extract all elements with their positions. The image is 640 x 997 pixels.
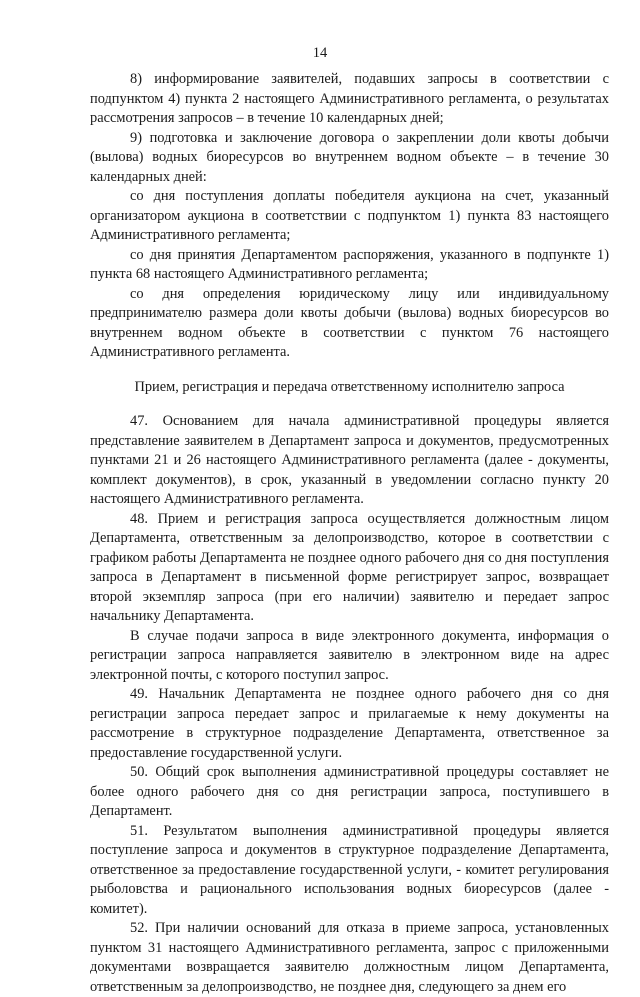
paragraph: со дня определения юридическому лицу или индивидуальному предпринимателю размера доли квоты добычи (вылова) водных биоресурсов во внутреннем водном объекте в соответствии с пунктом 76 настоящего Административного регламента.	[90, 285, 609, 360]
paragraph: 51. Результатом выполнения административной процедуры является поступление запроса и документов в структурное подразделение Департамента, ответственное за предоставление государственной услуги, - комитет регулирования рыболовства и рационального использования водных биоресурсов (далее - комитет).	[90, 822, 609, 917]
paragraph: 9) подготовка и заключение договора о закреплении доли квоты добычи (вылова) водных биоресурсов во внутреннем водном объекте – в течение 30 календарных дней:	[90, 129, 609, 185]
paragraph: 50. Общий срок выполнения административной процедуры составляет не более одного рабочего дня со дня регистрации запроса, поступившего в Департамент.	[90, 764, 609, 819]
paragraph: 52. При наличии оснований для отказа в приеме запроса, установленных пунктом 31 настоящего Административного регламента, запрос с приложенными документами возвращается заявителю должностным лицом Департамента, ответственным за делопроизводство, не позднее дня, следующего за днем его	[90, 920, 609, 995]
document-body	[90, 70, 609, 997]
paragraph: 47. Основанием для начала административной процедуры является представление заявителем в Департамент запроса и документов, предусмотренных пунктами 21 и 26 настоящего Административного регламента (далее - документы, комплект документов), в срок, указанный в уведомлении согласно пункту 20 настоящего Административного регламента.	[90, 413, 609, 507]
page-number: 14	[312, 45, 328, 61]
paragraph: 49. Начальник Департамента не позднее одного рабочего дня со дня регистрации запроса передает запрос и прилагаемые к нему документы на рассмотрение в структурное подразделение Департамента, ответственное за предоставление государственной услуги.	[90, 686, 609, 761]
paragraph: 8) информирование заявителей, подавших запросы в соответствии с подпунктом 4) пункта 2 настоящего Административного регламента, о результатах рассмотрения запросов – в течение 10 календарных дней;	[90, 71, 609, 126]
paragraph: В случае подачи запроса в виде электронного документа, информация о регистрации запроса направляется заявителю в электронном виде на адрес электронной почты, с которого поступил запрос.	[90, 627, 609, 683]
paragraph: 48. Прием и регистрация запроса осуществляется должностным лицом Департамента, ответственным за делопроизводство, которое в соответствии с графиком работы Департамента не позднее одного рабочего дня со дня поступления запроса в Департамент в письменной форме регистрирует запрос, возвращает второй экземпляр запроса (при его наличии) заявителю и передает запрос начальнику Департамента.	[90, 510, 609, 624]
paragraph: со дня принятия Департаментом распоряжения, указанного в подпункте 1) пункта 68 настоящего Административного регламента;	[90, 246, 609, 282]
paragraph: со дня поступления доплаты победителя аукциона на счет, указанный организатором аукциона в соответствии с подпунктом 1) пункта 83 настоящего Административного регламента;	[90, 188, 609, 243]
section-heading: Прием, регистрация и передача ответственному исполнителю запроса	[134, 378, 565, 395]
